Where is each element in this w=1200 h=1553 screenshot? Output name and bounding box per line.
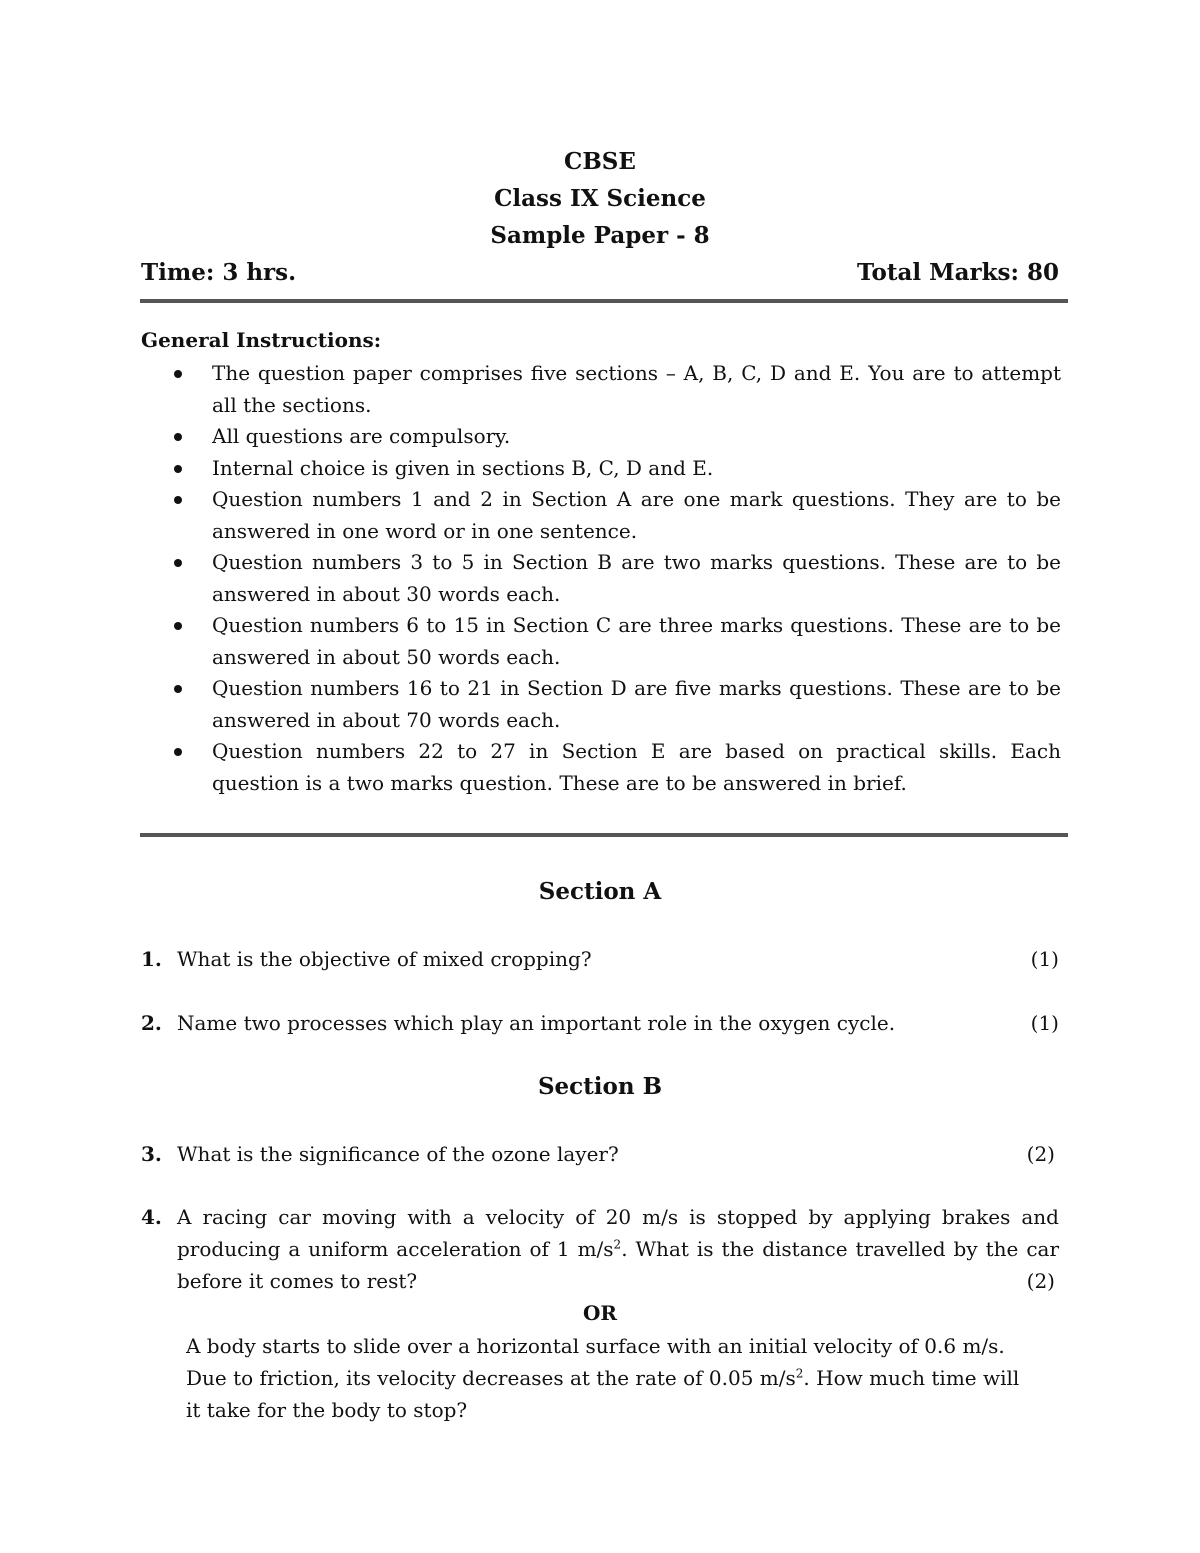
question-4 [141,1201,1059,1297]
list-item: Internal choice is given in sections B, C, D and E. [141,453,1061,485]
question-1 [141,943,1059,975]
question-marks: (2) [1026,1142,1055,1166]
list-item: Question numbers 3 to 5 in Section B are two marks questions. These are to be answered in about 30 words each. [141,547,1061,610]
question-number: 1. [141,947,162,971]
class-subject-title: Class IX Science [494,185,706,212]
instructions-divider [140,833,1068,837]
question-text: A racing car moving with a velocity of 20 m/s is stopped by applying brakes and producing a uniform acceleration of 1 $m/s^2$. What is the distance travelled by the car before it comes to rest? [177,1205,1059,1293]
question-4-marks: (2) [1026,1269,1055,1293]
question-marks: (1) [1030,947,1059,971]
bullet-icon [174,685,182,693]
question-text: What is the objective of mixed cropping? [177,947,592,971]
question-number: 3. [141,1142,162,1166]
question-marks: (1) [1030,1011,1059,1035]
bullet-icon [174,622,182,630]
header-divider [140,299,1068,303]
list-item: Question numbers 16 to 21 in Section D are five marks questions. These are to be answered in about 70 words each. [141,673,1061,736]
question-2 [141,1007,1059,1039]
instructions-list [141,358,1061,799]
board-title: CBSE [564,148,636,175]
question-text: What is the significance of the ozone layer? [177,1142,619,1166]
section-a-title: Section A [538,878,662,905]
list-item: The question paper comprises five sections – A, B, C, D and E. You are to attempt all the sections. [141,358,1061,421]
question-4-alternative: A body starts to slide over a horizontal surface with an initial velocity of 0.6 m/s. Due to friction, its velocity decreases at the rate of 0.05 $m/s^2$. How much time will it take for the body to stop? [186,1334,1020,1422]
bullet-icon [174,496,182,504]
bullet-icon [174,433,182,441]
list-item: All questions are compulsory. [141,421,1061,453]
instructions-heading: General Instructions: [141,328,382,352]
question-3 [141,1138,1059,1170]
question-number: 4. [141,1205,162,1229]
section-b-title: Section B [537,1073,663,1100]
list-item: Question numbers 1 and 2 in Section A are one mark questions. They are to be answered in one word or in one sentence. [141,484,1061,547]
total-marks-label: Total Marks: 80 [857,259,1059,286]
list-item: Question numbers 6 to 15 in Section C are three marks questions. These are to be answered in about 50 words each. [141,610,1061,673]
question-text: Name two processes which play an important role in the oxygen cycle. [177,1011,896,1035]
question-number: 2. [141,1011,162,1035]
bullet-icon [174,465,182,473]
bullet-icon [174,370,182,378]
or-label: OR [582,1301,618,1325]
bullet-icon [174,559,182,567]
bullet-icon [174,748,182,756]
list-item: Question numbers 22 to 27 in Section E are based on practical skills. Each question is a two marks question. These are to be answered in brief. [141,736,1061,799]
paper-title: Sample Paper - 8 [490,222,710,249]
time-label: Time: 3 hrs. [141,259,297,286]
